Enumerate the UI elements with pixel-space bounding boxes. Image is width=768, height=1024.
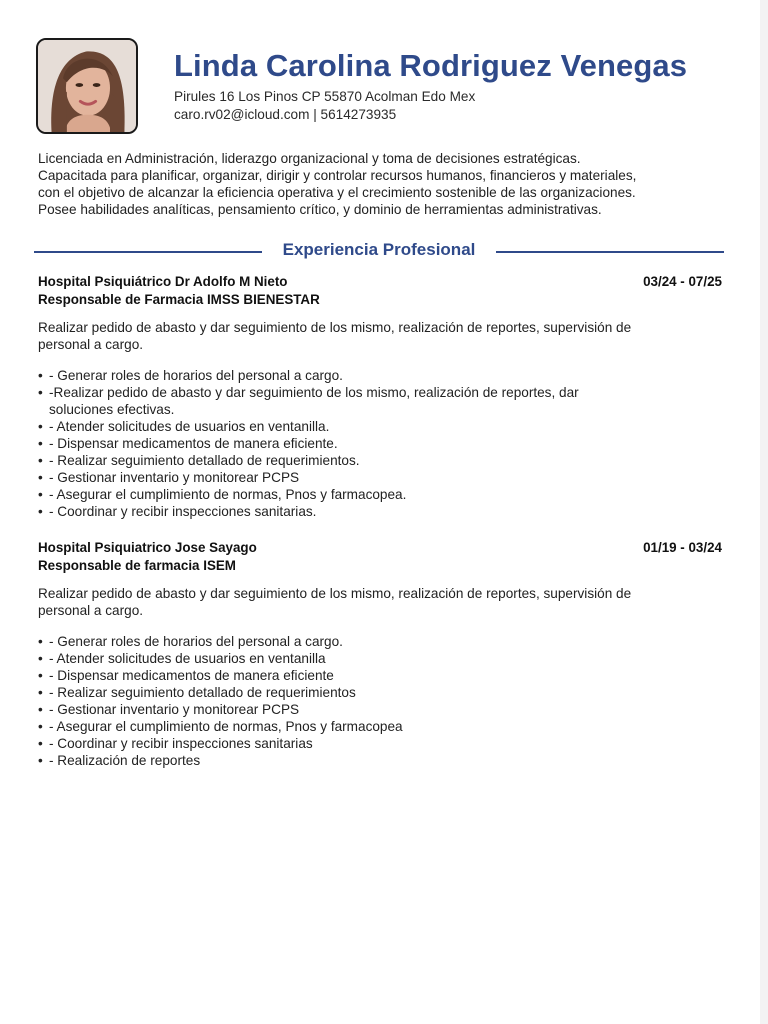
list-item: • - Asegurar el cumplimiento de normas, Pnos y farmacopea xyxy=(38,719,403,734)
job-duties-list xyxy=(38,367,722,520)
list-item: • - Generar roles de horarios del personal a cargo. xyxy=(38,368,343,383)
summary-line: Capacitada para planificar, organizar, dirigir y controlar recursos humanos, financieros y materiales, xyxy=(38,168,637,183)
job-description-line: Realizar pedido de abasto y dar seguimiento de los mismo, realización de reportes, supervisión de xyxy=(38,586,632,601)
job-role: Responsable de Farmacia IMSS BIENESTAR xyxy=(38,292,320,307)
job-entry xyxy=(38,540,722,772)
full-name: Linda Carolina Rodriguez Venegas xyxy=(174,48,688,83)
job-organization: Hospital Psiquiátrico Dr Adolfo M Nieto xyxy=(38,274,288,289)
list-item: • -Realizar pedido de abasto y dar seguimiento de los mismo, realización de reportes, dar soluciones efectivas. xyxy=(38,384,722,418)
list-item: • - Dispensar medicamentos de manera eficiente. xyxy=(38,436,338,451)
section-header-experience xyxy=(34,240,724,262)
page-edge xyxy=(760,0,768,1024)
bullet-icon: • xyxy=(38,651,43,666)
bullet-icon: • xyxy=(38,736,43,751)
bullet-icon: • xyxy=(38,702,43,717)
bullet-icon: • xyxy=(38,436,43,451)
bullet-icon: • xyxy=(38,719,43,734)
job-description-line: Realizar pedido de abasto y dar seguimiento de los mismo, realización de reportes, supervisión de xyxy=(38,320,632,335)
bullet-icon: • xyxy=(38,753,43,768)
list-item-continuation: soluciones efectivas. xyxy=(49,402,175,417)
job-entry xyxy=(38,274,722,524)
job-description-line: personal a cargo. xyxy=(38,603,144,618)
job-dates: 01/19 - 03/24 xyxy=(643,540,722,555)
email-phone: caro.rv02@icloud.com | 5614273935 xyxy=(174,107,397,122)
bullet-icon: • xyxy=(38,453,43,468)
section-divider-right xyxy=(496,251,724,253)
bullet-icon: • xyxy=(38,504,43,519)
job-dates: 03/24 - 07/25 xyxy=(643,274,722,289)
professional-summary xyxy=(38,150,728,218)
summary-line: Posee habilidades analíticas, pensamiento crítico, y dominio de herramientas administrativas. xyxy=(38,202,602,217)
bullet-icon: • xyxy=(38,685,43,700)
job-description xyxy=(38,319,722,353)
profile-photo-icon xyxy=(38,40,136,132)
address: Pirules 16 Los Pinos CP 55870 Acolman Edo Mex xyxy=(174,89,476,104)
bullet-icon: • xyxy=(38,634,43,649)
bullet-icon: • xyxy=(38,470,43,485)
job-description-line: personal a cargo. xyxy=(38,337,144,352)
bullet-icon: • xyxy=(38,385,43,400)
list-item: • - Coordinar y recibir inspecciones sanitarias. xyxy=(38,504,317,519)
profile-photo xyxy=(36,38,138,134)
job-description xyxy=(38,585,722,619)
list-item: • - Realizar seguimiento detallado de requerimientos. xyxy=(38,453,360,468)
bullet-icon: • xyxy=(38,368,43,383)
list-item: • - Realización de reportes xyxy=(38,753,201,768)
list-item: • - Realizar seguimiento detallado de requerimientos xyxy=(38,685,356,700)
bullet-icon: • xyxy=(38,419,43,434)
summary-line: con el objetivo de alcanzar la eficiencia operativa y el crecimiento sostenible de las organizaciones. xyxy=(38,185,636,200)
list-item: • - Atender solicitudes de usuarios en ventanilla. xyxy=(38,419,330,434)
list-item: • - Gestionar inventario y monitorear PCPS xyxy=(38,702,300,717)
list-item: • - Atender solicitudes de usuarios en ventanilla xyxy=(38,651,326,666)
bullet-icon: • xyxy=(38,668,43,683)
section-title: Experiencia Profesional xyxy=(282,240,476,259)
resume-header xyxy=(36,38,736,134)
job-duties-list xyxy=(38,633,722,769)
list-item: • - Generar roles de horarios del personal a cargo. xyxy=(38,634,343,649)
list-item: • - Coordinar y recibir inspecciones sanitarias xyxy=(38,736,313,751)
job-role: Responsable de farmacia ISEM xyxy=(38,558,236,573)
bullet-icon: • xyxy=(38,487,43,502)
list-item: • - Dispensar medicamentos de manera eficiente xyxy=(38,668,334,683)
list-item: • - Asegurar el cumplimiento de normas, Pnos y farmacopea. xyxy=(38,487,407,502)
summary-line: Licenciada en Administración, liderazgo organizacional y toma de decisiones estratégicas. xyxy=(38,151,581,166)
list-item: • - Gestionar inventario y monitorear PCPS xyxy=(38,470,300,485)
job-organization: Hospital Psiquiatrico Jose Sayago xyxy=(38,540,257,555)
